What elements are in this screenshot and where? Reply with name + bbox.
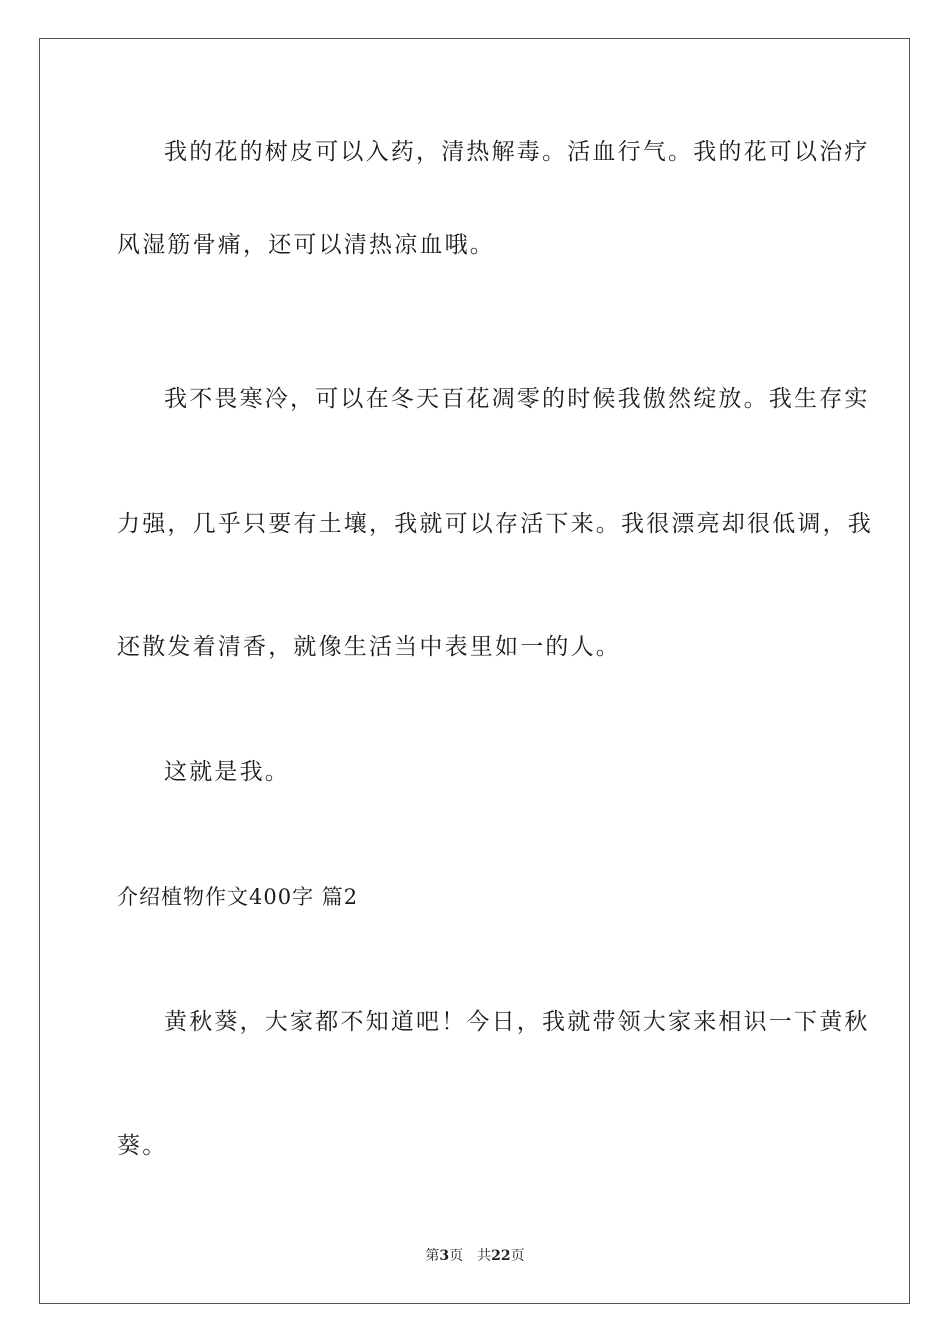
paragraph-line-2: 风湿筋骨痛，还可以清热凉血哦。 — [117, 232, 495, 258]
footer-page-number: 3 — [439, 1248, 450, 1264]
footer-total-prefix: 共 — [477, 1248, 492, 1264]
paragraph-line-8: 葵。 — [117, 1133, 168, 1159]
paragraph-line-5: 还散发着清香，就像生活当中表里如一的人。 — [117, 634, 621, 660]
section-heading: 介绍植物作文400字 篇2 — [117, 885, 359, 909]
footer-page-suffix: 页 — [449, 1248, 464, 1264]
page-border — [39, 38, 910, 1304]
paragraph-line-4: 力强，几乎只要有土壤，我就可以存活下来。我很漂亮却很低调，我 — [117, 511, 873, 537]
paragraph-line-3: 我不畏寒冷，可以在冬天百花凋零的时候我傲然绽放。我生存实 — [164, 386, 870, 412]
footer-total-pages: 22 — [491, 1248, 511, 1264]
paragraph-line-7: 黄秋葵，大家都不知道吧！今日，我就带领大家来相识一下黄秋 — [164, 1009, 870, 1035]
footer-prefix: 第 — [425, 1248, 440, 1264]
paragraph-line-1: 我的花的树皮可以入药，清热解毒。活血行气。我的花可以治疗 — [164, 139, 870, 165]
page-footer — [0, 1247, 950, 1265]
footer-total-suffix: 页 — [510, 1248, 525, 1264]
paragraph-line-6: 这就是我。 — [164, 759, 290, 785]
